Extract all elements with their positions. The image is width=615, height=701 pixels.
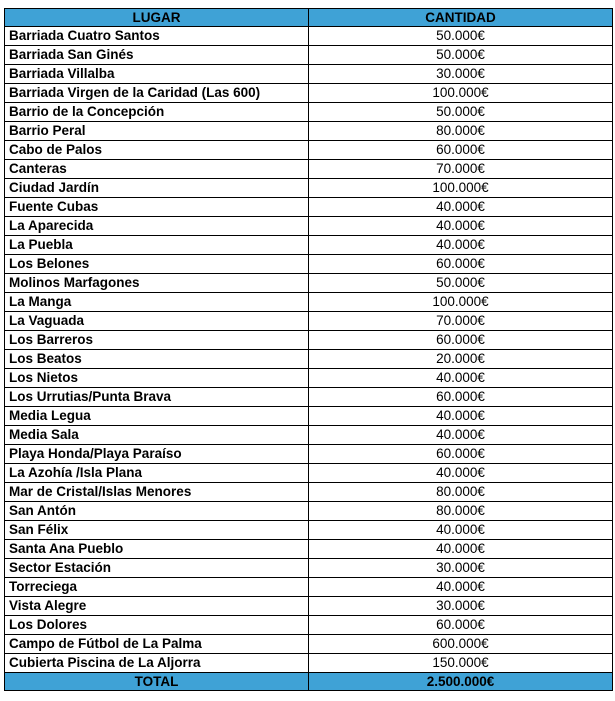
- total-label: TOTAL: [5, 673, 309, 691]
- total-row: [5, 673, 613, 691]
- cantidad-cell: 40.000€: [309, 407, 613, 426]
- cantidad-cell: 40.000€: [309, 236, 613, 255]
- lugar-cell: Media Legua: [5, 407, 309, 426]
- lugar-cell: Vista Alegre: [5, 597, 309, 616]
- table-row: [5, 483, 613, 502]
- cantidad-cell: 60.000€: [309, 141, 613, 160]
- lugar-cell: La Manga: [5, 293, 309, 312]
- lugar-cell: Barriada San Ginés: [5, 46, 309, 65]
- table-row: [5, 407, 613, 426]
- table-row: [5, 388, 613, 407]
- cantidad-cell: 40.000€: [309, 426, 613, 445]
- cantidad-cell: 80.000€: [309, 502, 613, 521]
- lugar-cell: Molinos Marfagones: [5, 274, 309, 293]
- table-row: [5, 369, 613, 388]
- header-row: [5, 9, 613, 27]
- table-row: [5, 331, 613, 350]
- cantidad-cell: 40.000€: [309, 521, 613, 540]
- cantidad-cell: 30.000€: [309, 65, 613, 84]
- table-row: [5, 445, 613, 464]
- cantidad-cell: 100.000€: [309, 293, 613, 312]
- lugar-cell: Ciudad Jardín: [5, 179, 309, 198]
- cantidad-cell: 30.000€: [309, 559, 613, 578]
- cantidad-cell: 40.000€: [309, 540, 613, 559]
- cantidad-cell: 40.000€: [309, 464, 613, 483]
- cantidad-cell: 70.000€: [309, 160, 613, 179]
- lugar-cell: Playa Honda/Playa Paraíso: [5, 445, 309, 464]
- cantidad-cell: 40.000€: [309, 578, 613, 597]
- cantidad-cell: 60.000€: [309, 388, 613, 407]
- cantidad-cell: 50.000€: [309, 46, 613, 65]
- lugar-cell: Barrio Peral: [5, 122, 309, 141]
- table-row: [5, 654, 613, 673]
- lugar-cell: Barriada Cuatro Santos: [5, 27, 309, 46]
- table-row: [5, 198, 613, 217]
- lugar-cell: Media Sala: [5, 426, 309, 445]
- cantidad-cell: 50.000€: [309, 274, 613, 293]
- cantidad-cell: 60.000€: [309, 445, 613, 464]
- lugar-cell: Barriada Villalba: [5, 65, 309, 84]
- table-row: [5, 217, 613, 236]
- table-row: [5, 274, 613, 293]
- table-row: [5, 255, 613, 274]
- cantidad-cell: 50.000€: [309, 27, 613, 46]
- table-row: [5, 122, 613, 141]
- table-row: [5, 502, 613, 521]
- table-row: [5, 141, 613, 160]
- lugar-cell: La Aparecida: [5, 217, 309, 236]
- lugar-cell: Canteras: [5, 160, 309, 179]
- table-row: [5, 540, 613, 559]
- cantidad-cell: 50.000€: [309, 103, 613, 122]
- table-row: [5, 160, 613, 179]
- lugar-cell: Los Dolores: [5, 616, 309, 635]
- lugar-cell: Cabo de Palos: [5, 141, 309, 160]
- cantidad-cell: 150.000€: [309, 654, 613, 673]
- cantidad-cell: 40.000€: [309, 198, 613, 217]
- table-row: [5, 312, 613, 331]
- table-row: [5, 27, 613, 46]
- table-row: [5, 65, 613, 84]
- lugar-cell: Mar de Cristal/Islas Menores: [5, 483, 309, 502]
- lugar-cell: Los Belones: [5, 255, 309, 274]
- table-row: [5, 635, 613, 654]
- lugar-cell: Los Urrutias/Punta Brava: [5, 388, 309, 407]
- cantidad-cell: 100.000€: [309, 84, 613, 103]
- lugar-cell: San Félix: [5, 521, 309, 540]
- table-row: [5, 559, 613, 578]
- lugar-cell: Campo de Fútbol de La Palma: [5, 635, 309, 654]
- table-row: [5, 46, 613, 65]
- table-row: [5, 578, 613, 597]
- table-row: [5, 179, 613, 198]
- cantidad-cell: 30.000€: [309, 597, 613, 616]
- lugar-cell: La Azohía /Isla Plana: [5, 464, 309, 483]
- table-row: [5, 464, 613, 483]
- table-row: [5, 616, 613, 635]
- table-row: [5, 521, 613, 540]
- table-row: [5, 293, 613, 312]
- header-cantidad: CANTIDAD: [309, 9, 613, 27]
- cantidad-cell: 80.000€: [309, 122, 613, 141]
- header-lugar: LUGAR: [5, 9, 309, 27]
- lugar-cell: Fuente Cubas: [5, 198, 309, 217]
- cantidad-cell: 60.000€: [309, 331, 613, 350]
- total-value: 2.500.000€: [309, 673, 613, 691]
- cantidad-cell: 20.000€: [309, 350, 613, 369]
- lugar-cell: Los Barreros: [5, 331, 309, 350]
- cantidad-cell: 80.000€: [309, 483, 613, 502]
- lugar-cell: Cubierta Piscina de La Aljorra: [5, 654, 309, 673]
- table-row: [5, 84, 613, 103]
- lugar-cell: Los Nietos: [5, 369, 309, 388]
- lugar-cell: Los Beatos: [5, 350, 309, 369]
- table-row: [5, 103, 613, 122]
- lugar-cell: La Puebla: [5, 236, 309, 255]
- table-row: [5, 350, 613, 369]
- table-row: [5, 597, 613, 616]
- cantidad-cell: 70.000€: [309, 312, 613, 331]
- lugar-cell: Barriada Virgen de la Caridad (Las 600): [5, 84, 309, 103]
- lugar-cell: Torreciega: [5, 578, 309, 597]
- cantidad-cell: 60.000€: [309, 255, 613, 274]
- cantidad-cell: 40.000€: [309, 369, 613, 388]
- table-row: [5, 236, 613, 255]
- lugar-cell: Sector Estación: [5, 559, 309, 578]
- cantidad-cell: 60.000€: [309, 616, 613, 635]
- cantidad-cell: 40.000€: [309, 217, 613, 236]
- lugar-cell: San Antón: [5, 502, 309, 521]
- table-row: [5, 426, 613, 445]
- cantidad-cell: 100.000€: [309, 179, 613, 198]
- lugar-cell: La Vaguada: [5, 312, 309, 331]
- inversion-table: [4, 8, 613, 691]
- cantidad-cell: 600.000€: [309, 635, 613, 654]
- lugar-cell: Santa Ana Pueblo: [5, 540, 309, 559]
- lugar-cell: Barrio de la Concepción: [5, 103, 309, 122]
